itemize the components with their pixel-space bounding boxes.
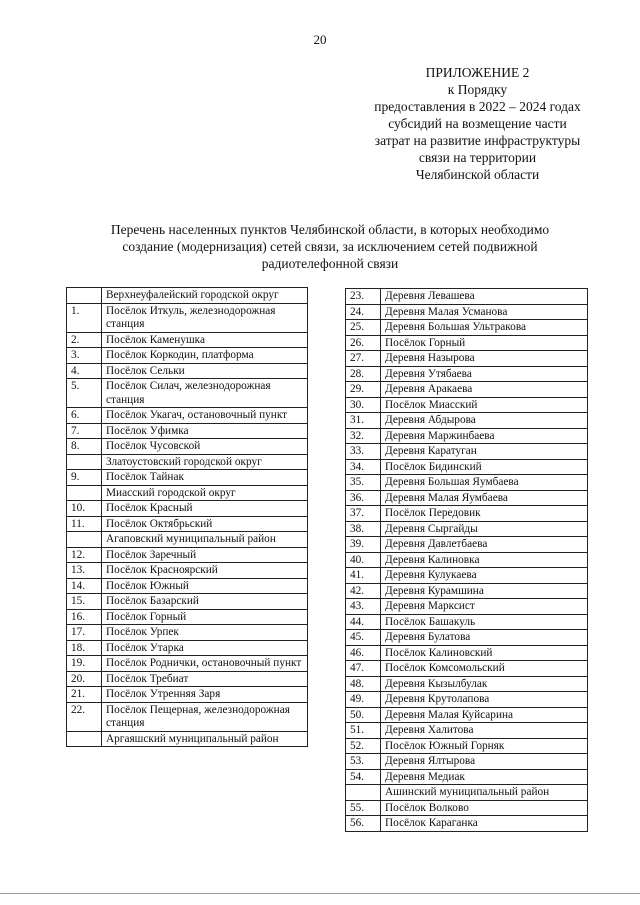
table-row	[346, 289, 588, 305]
row-number: 8.	[67, 439, 102, 455]
settlement-name: Посёлок Чусовской	[102, 439, 308, 455]
settlement-name: Посёлок Тайнак	[102, 470, 308, 486]
table-row	[346, 304, 588, 320]
table-row	[346, 707, 588, 723]
row-number: 30.	[346, 397, 381, 413]
row-number: 7.	[67, 423, 102, 439]
table-row	[346, 335, 588, 351]
right-table-body	[346, 289, 588, 832]
row-number: 1.	[67, 303, 102, 332]
heading-line: создание (модернизация) сетей связи, за исключением сетей подвижной	[122, 239, 538, 254]
table-row	[67, 656, 308, 672]
row-number: 4.	[67, 363, 102, 379]
row-number: 49.	[346, 692, 381, 708]
settlement-name: Посёлок Красноярский	[102, 563, 308, 579]
district-name: Верхнеуфалейский городской округ	[102, 288, 308, 304]
settlement-name: Посёлок Комсомольский	[381, 661, 588, 677]
row-number: 17.	[67, 625, 102, 641]
table-row	[67, 348, 308, 364]
row-number: 21.	[67, 687, 102, 703]
table-row	[67, 485, 308, 501]
row-number	[67, 731, 102, 747]
row-number: 55.	[346, 800, 381, 816]
table-row	[346, 583, 588, 599]
row-number: 47.	[346, 661, 381, 677]
row-number: 6.	[67, 408, 102, 424]
district-name: Агаповский муниципальный район	[102, 532, 308, 548]
table-row	[346, 676, 588, 692]
row-number: 2.	[67, 332, 102, 348]
table-row	[67, 379, 308, 408]
table-row	[346, 537, 588, 553]
table-row	[346, 506, 588, 522]
row-number: 35.	[346, 475, 381, 491]
settlement-name: Посёлок Горный	[381, 335, 588, 351]
settlement-name: Посёлок Передовик	[381, 506, 588, 522]
settlement-name: Деревня Сыргайды	[381, 521, 588, 537]
table-row	[346, 428, 588, 444]
table-row	[346, 661, 588, 677]
table-row	[346, 413, 588, 429]
settlement-name: Деревня Кызылбулак	[381, 676, 588, 692]
district-name: Миасский городской округ	[102, 485, 308, 501]
settlement-name: Посёлок Караганка	[381, 816, 588, 832]
settlement-name: Посёлок Каменушка	[102, 332, 308, 348]
row-number: 10.	[67, 501, 102, 517]
settlement-name: Посёлок Урпек	[102, 625, 308, 641]
settlement-name: Посёлок Красный	[102, 501, 308, 517]
heading-line: Перечень населенных пунктов Челябинской области, в которых необходимо	[110, 222, 550, 237]
settlement-name: Посёлок Бидинский	[381, 459, 588, 475]
row-number: 52.	[346, 738, 381, 754]
settlement-name: Деревня Абдырова	[381, 413, 588, 429]
row-number: 48.	[346, 676, 381, 692]
row-number: 53.	[346, 754, 381, 770]
row-number: 29.	[346, 382, 381, 398]
settlement-name: Деревня Кулукаева	[381, 568, 588, 584]
settlement-name: Деревня Халитова	[381, 723, 588, 739]
table-row	[67, 423, 308, 439]
settlement-name: Деревня Крутолапова	[381, 692, 588, 708]
table-row	[346, 769, 588, 785]
row-number: 19.	[67, 656, 102, 672]
settlement-name: Деревня Ялтырова	[381, 754, 588, 770]
table-row	[346, 366, 588, 382]
row-number: 9.	[67, 470, 102, 486]
appendix-line: затрат на развитие инфраструктуры	[374, 133, 581, 148]
settlement-name: Посёлок Сельки	[102, 363, 308, 379]
row-number: 22.	[67, 702, 102, 731]
settlement-name: Посёлок Калиновский	[381, 645, 588, 661]
table-row	[67, 563, 308, 579]
row-number: 38.	[346, 521, 381, 537]
table-row	[346, 723, 588, 739]
row-number: 31.	[346, 413, 381, 429]
table-row	[346, 397, 588, 413]
table-row	[346, 475, 588, 491]
table-row	[67, 532, 308, 548]
table-row	[346, 645, 588, 661]
table-row	[346, 444, 588, 460]
table-row	[67, 687, 308, 703]
row-number: 27.	[346, 351, 381, 367]
appendix-line: субсидий на возмещение части	[388, 116, 567, 131]
district-name: Златоустовский городской округ	[102, 454, 308, 470]
row-number: 28.	[346, 366, 381, 382]
settlement-name: Посёлок Пещерная, железнодорожная станция	[102, 702, 308, 731]
settlement-name: Посёлок Южный	[102, 578, 308, 594]
settlement-name: Посёлок Южный Горняк	[381, 738, 588, 754]
settlement-name: Посёлок Укагач, остановочный пункт	[102, 408, 308, 424]
settlement-name: Посёлок Миасский	[381, 397, 588, 413]
settlement-name: Посёлок Коркодин, платформа	[102, 348, 308, 364]
settlement-name: Деревня Малая Яумбаева	[381, 490, 588, 506]
row-number: 15.	[67, 594, 102, 610]
row-number: 24.	[346, 304, 381, 320]
row-number: 54.	[346, 769, 381, 785]
table-row	[67, 363, 308, 379]
row-number: 12.	[67, 547, 102, 563]
row-number: 56.	[346, 816, 381, 832]
settlement-name: Деревня Аракаева	[381, 382, 588, 398]
table-row	[346, 521, 588, 537]
row-number: 41.	[346, 568, 381, 584]
row-number: 42.	[346, 583, 381, 599]
settlement-name: Деревня Маржинбаева	[381, 428, 588, 444]
table-row	[346, 490, 588, 506]
appendix-line: Челябинской области	[415, 167, 540, 182]
table-row	[67, 288, 308, 304]
row-number: 20.	[67, 671, 102, 687]
table-row	[346, 738, 588, 754]
row-number	[67, 485, 102, 501]
settlement-name: Деревня Левашева	[381, 289, 588, 305]
row-number: 50.	[346, 707, 381, 723]
row-number: 37.	[346, 506, 381, 522]
appendix-header	[345, 64, 610, 183]
appendix-line: предоставления в 2022 – 2024 годах	[374, 99, 581, 114]
settlement-name: Посёлок Требиат	[102, 671, 308, 687]
table-row	[67, 303, 308, 332]
settlement-name: Деревня Марксист	[381, 599, 588, 615]
row-number: 18.	[67, 640, 102, 656]
table-row	[67, 594, 308, 610]
settlement-name: Посёлок Роднички, остановочный пункт	[102, 656, 308, 672]
table-row	[346, 630, 588, 646]
table-row	[67, 439, 308, 455]
table-row	[346, 692, 588, 708]
settlement-name: Посёлок Горный	[102, 609, 308, 625]
table-row	[346, 552, 588, 568]
table-row	[67, 501, 308, 517]
table-row	[346, 351, 588, 367]
row-number: 32.	[346, 428, 381, 444]
appendix-line: ПРИЛОЖЕНИЕ 2	[425, 65, 530, 80]
table-row	[67, 332, 308, 348]
table-row	[346, 320, 588, 336]
row-number: 34.	[346, 459, 381, 475]
row-number: 13.	[67, 563, 102, 579]
row-number: 36.	[346, 490, 381, 506]
settlement-name: Деревня Большая Яумбаева	[381, 475, 588, 491]
settlement-name: Деревня Малая Куйсарина	[381, 707, 588, 723]
settlement-name: Деревня Утябаева	[381, 366, 588, 382]
table-row	[67, 454, 308, 470]
appendix-line: связи на территории	[418, 150, 537, 165]
settlement-name: Деревня Курамшина	[381, 583, 588, 599]
table-row	[67, 625, 308, 641]
settlement-name: Посёлок Иткуль, железнодорожная станция	[102, 303, 308, 332]
row-number: 26.	[346, 335, 381, 351]
settlements-table-left	[66, 287, 308, 747]
table-row	[67, 702, 308, 731]
table-row	[346, 382, 588, 398]
left-table-body	[67, 288, 308, 747]
settlement-name: Посёлок Базарский	[102, 594, 308, 610]
table-row	[67, 547, 308, 563]
settlement-name: Посёлок Волково	[381, 800, 588, 816]
district-name: Аргаяшский муниципальный район	[102, 731, 308, 747]
row-number	[67, 288, 102, 304]
table-row	[67, 609, 308, 625]
table-row	[346, 754, 588, 770]
row-number: 44.	[346, 614, 381, 630]
table-row	[67, 470, 308, 486]
settlement-name: Посёлок Силач, железнодорожная станция	[102, 379, 308, 408]
table-row	[346, 785, 588, 801]
row-number	[346, 785, 381, 801]
table-row	[346, 800, 588, 816]
table-row	[67, 671, 308, 687]
row-number: 40.	[346, 552, 381, 568]
row-number: 11.	[67, 516, 102, 532]
settlement-name: Посёлок Заречный	[102, 547, 308, 563]
table-row	[346, 614, 588, 630]
row-number: 23.	[346, 289, 381, 305]
appendix-line: к Порядку	[447, 82, 508, 97]
settlement-name: Деревня Давлетбаева	[381, 537, 588, 553]
row-number	[67, 532, 102, 548]
row-number: 43.	[346, 599, 381, 615]
district-name: Ашинский муниципальный район	[381, 785, 588, 801]
row-number: 46.	[346, 645, 381, 661]
heading-line: радиотелефонной связи	[261, 256, 399, 271]
settlement-name: Посёлок Октябрьский	[102, 516, 308, 532]
settlements-table-right	[345, 288, 588, 832]
row-number: 25.	[346, 320, 381, 336]
page-bottom-divider	[0, 893, 640, 894]
row-number: 51.	[346, 723, 381, 739]
table-row	[67, 408, 308, 424]
document-heading	[70, 221, 590, 272]
table-row	[346, 459, 588, 475]
settlement-name: Деревня Калиновка	[381, 552, 588, 568]
row-number: 16.	[67, 609, 102, 625]
page-number: 20	[313, 32, 327, 47]
table-row	[67, 640, 308, 656]
row-number: 39.	[346, 537, 381, 553]
table-row	[346, 568, 588, 584]
settlement-name: Деревня Каратуган	[381, 444, 588, 460]
row-number	[67, 454, 102, 470]
settlement-name: Деревня Булатова	[381, 630, 588, 646]
row-number: 3.	[67, 348, 102, 364]
row-number: 5.	[67, 379, 102, 408]
settlement-name: Деревня Малая Усманова	[381, 304, 588, 320]
settlement-name: Деревня Назырова	[381, 351, 588, 367]
row-number: 33.	[346, 444, 381, 460]
settlement-name: Посёлок Уфимка	[102, 423, 308, 439]
settlement-name: Посёлок Утренняя Заря	[102, 687, 308, 703]
table-row	[346, 816, 588, 832]
settlement-name: Посёлок Башакуль	[381, 614, 588, 630]
table-row	[67, 578, 308, 594]
settlement-name: Посёлок Утарка	[102, 640, 308, 656]
row-number: 45.	[346, 630, 381, 646]
table-row	[346, 599, 588, 615]
table-row	[67, 731, 308, 747]
settlement-name: Деревня Большая Ультракова	[381, 320, 588, 336]
table-row	[67, 516, 308, 532]
settlement-name: Деревня Медиак	[381, 769, 588, 785]
row-number: 14.	[67, 578, 102, 594]
